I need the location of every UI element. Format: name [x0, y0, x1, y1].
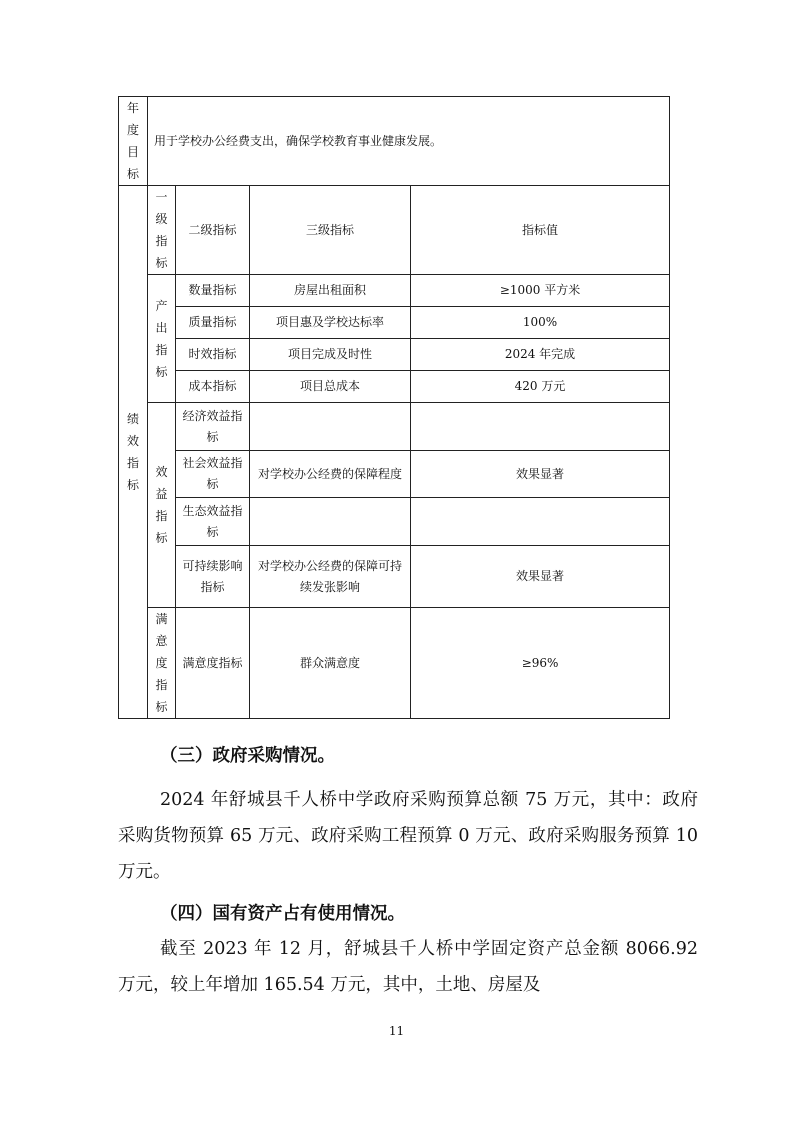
l2-cell: 经济效益指标: [176, 403, 250, 451]
l2-cell: 成本指标: [176, 371, 250, 403]
value-cell: 效果显著: [411, 546, 670, 608]
value-cell: 效果显著: [411, 451, 670, 498]
value-cell: ≥1000 平方米: [411, 275, 670, 307]
output-indicator-label: 产出指标: [148, 275, 176, 403]
table-row: [119, 608, 670, 719]
l3-cell: 项目惠及学校达标率: [250, 307, 411, 339]
table-row: [119, 307, 670, 339]
l2-cell: 数量指标: [176, 275, 250, 307]
l2-cell: 质量指标: [176, 307, 250, 339]
page-number: 11: [388, 1024, 405, 1038]
section-body-procurement: 2024 年舒城县千人桥中学政府采购预算总额 75 万元，其中：政府采购货物预算 65 万元、政府采购工程预算 0 万元、政府采购服务预算 10 万元。: [118, 790, 698, 882]
value-cell: ≥96%: [411, 608, 670, 719]
l2-cell: 时效指标: [176, 339, 250, 371]
table-row: [119, 275, 670, 307]
performance-goal-table: [118, 96, 670, 719]
l3-cell: 项目完成及时性: [250, 339, 411, 371]
section-body-assets: 截至 2023 年 12 月，舒城县千人桥中学固定资产总金额 8066.92 万元，较上年增加 165.54 万元，其中，土地、房屋及: [118, 939, 698, 995]
l3-cell: 项目总成本: [250, 371, 411, 403]
value-cell: 100%: [411, 307, 670, 339]
value-cell: [411, 403, 670, 451]
table-row: [119, 403, 670, 451]
table-row: [119, 546, 670, 608]
l2-cell: 可持续影响指标: [176, 546, 250, 608]
table-row: [119, 451, 670, 498]
header-level2: 二级指标: [176, 186, 250, 275]
header-level3: 三级指标: [250, 186, 411, 275]
l3-cell: 对学校办公经费的保障可持续发张影响: [250, 546, 411, 608]
header-value: 指标值: [411, 186, 670, 275]
l3-cell: [250, 403, 411, 451]
l2-cell: 生态效益指标: [176, 498, 250, 546]
value-cell: 420 万元: [411, 371, 670, 403]
value-cell: 2024 年完成: [411, 339, 670, 371]
annual-goal-text: 用于学校办公经费支出，确保学校教育事业健康发展。: [148, 97, 670, 186]
l3-cell: 对学校办公经费的保障程度: [250, 451, 411, 498]
benefit-indicator-label: 效益指标: [148, 403, 176, 608]
section-heading-procurement: （三）政府采购情况。: [160, 746, 335, 766]
l2-cell: 社会效益指标: [176, 451, 250, 498]
value-cell: [411, 498, 670, 546]
header-level1: 一级指标: [148, 186, 176, 275]
table-row: [119, 371, 670, 403]
table-row: [119, 339, 670, 371]
satisfaction-indicator-label: 满意度指标: [148, 608, 176, 719]
l2-cell: 满意度指标: [176, 608, 250, 719]
section-heading-assets: （四）国有资产占有使用情况。: [160, 904, 405, 924]
performance-indicator-label: 绩效指标: [119, 186, 148, 719]
l3-cell: 房屋出租面积: [250, 275, 411, 307]
l3-cell: [250, 498, 411, 546]
l3-cell: 群众满意度: [250, 608, 411, 719]
table-row: [119, 498, 670, 546]
annual-goal-label: 年度目标: [119, 97, 148, 186]
